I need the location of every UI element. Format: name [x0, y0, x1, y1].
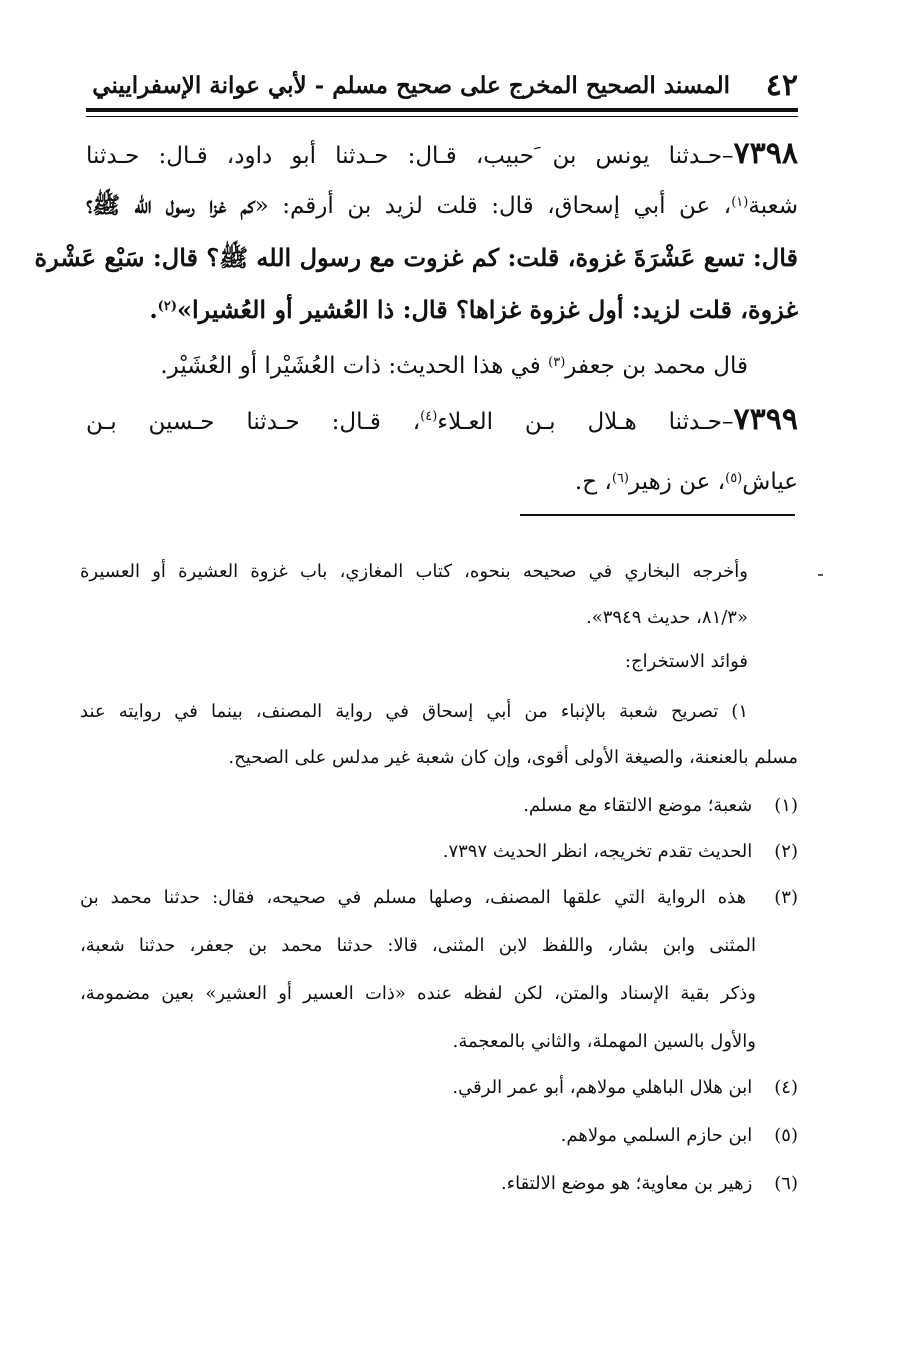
footnote-ref-2: (٢) [157, 299, 177, 314]
footnote-intro-line-2: «٨١/٣، حديث ٣٩٤٩». [585, 607, 748, 628]
hadith-text: قال محمد بن جعفر [565, 353, 748, 379]
page-number: ٤٢ [765, 68, 798, 103]
hadith-text: ، قـال: حـدثنا حـسين بـن [86, 409, 421, 435]
footnote-5 [80, 1120, 798, 1152]
footnote-separator [520, 514, 795, 516]
footnote-6 [80, 1168, 798, 1200]
benefit-1-line-1: ١) تصريح شعبة بالإنباء من أبي إسحاق في رواية المصنف، بينما في روايته عند [80, 701, 748, 722]
footnote-text: الحديث تقدم تخريجه، انظر الحديث ٧٣٩٧. [442, 841, 753, 862]
hadith-text-bold: قال: تسع عَشْرَةَ غزوة، قلت: كم غزوت مع رسول الله ﷺ؟ قال: سَبْع عَشْرة [34, 243, 798, 272]
footnote-2 [80, 836, 798, 868]
footnote-ref-3: (٣) [548, 355, 566, 370]
footnote-4 [80, 1072, 798, 1104]
footnote-text: شعبة؛ موضع الالتقاء مع مسلم. [523, 795, 753, 816]
hadith-7398-line-1 [86, 134, 798, 176]
benefit-1-line-2: مسلم بالعنعنة، والصيغة الأولى أقوى، وإن كان شعبة غير مدلس على الصحيح. [228, 747, 798, 768]
footnote-marker: (٢) [774, 841, 798, 862]
footnote-text: ابن حازم السلمي مولاهم. [560, 1125, 753, 1146]
header-rule-thick [86, 108, 798, 112]
footnote-3-line-2: المثنى وابن بشار، واللفظ لابن المثنى، قالا: حدثنا محمد بن جعفر، حدثنا شعبة، [80, 935, 756, 956]
hadith-text: في هذا الحديث: ذات العُشَيْرا أو العُشَيْر. [160, 353, 549, 379]
hadith-number: ٧٣٩٨ [733, 136, 798, 171]
footnote-text: زهير بن معاوية؛ هو موضع الالتقاء. [500, 1173, 753, 1194]
hadith-7398-line-4: غزوة، قلت لزيد: أول غزوة غزاها؟ قال: ذا العُشير أو العُشيرا»$^{(٢)}$. [149, 295, 798, 324]
hadith-text: –حـدثنا هـلال بـن العـلاء [437, 409, 734, 435]
footnote-3-line-4: والأول بالسين المهملة، والثاني بالمعجمة. [452, 1031, 756, 1052]
footnote-marker: (٣) [774, 887, 798, 908]
hadith-text: ، عن أبي إسحاق، قال: قلت لزيد بن أرقم: « [254, 193, 732, 219]
hadith-text: ، ح. [574, 469, 612, 495]
footnote-3-line-3: وذكر بقية الإسناد والمتن، لكن لفظه عنده «ذات العسير أو العشير» بعين مضمومة، [80, 983, 756, 1004]
hadith-text-bold: كم غزا رسول الله ﷺ؟ [86, 192, 255, 219]
hadith-number: ٧٣٩٩ [733, 402, 798, 437]
footnote-marker: (٤) [774, 1077, 798, 1098]
hadith-text: عياش [742, 469, 798, 495]
hadith-7398-line-3 [34, 238, 798, 278]
footnote-text: هذه الرواية التي علقها المصنف، وصلها مسلم في صحيحه، فقال: حدثنا محمد بن [80, 887, 747, 908]
hadith-text: ، عن زهير [628, 469, 726, 495]
footnote-ref-6: (٦) [611, 471, 629, 486]
hadith-7399-line-1 [86, 400, 798, 442]
footnote-ref-5: (٥) [725, 471, 743, 486]
footnote-intro-line-1: وأخرجه البخاري في صحيحه بنحوه، كتاب المغازي، باب غزوة العشيرة أو العسيرة [80, 561, 748, 582]
footnote-marker: (١) [774, 795, 798, 816]
footnote-1 [80, 790, 798, 822]
header-rule-thin [86, 116, 798, 117]
hadith-text: شعبة [748, 193, 798, 219]
hadith-7398-line-5 [86, 346, 748, 386]
footnote-ref-1: (١) [731, 195, 749, 210]
margin-mark [818, 574, 823, 576]
footnote-ref-4: (٤) [420, 409, 438, 424]
hadith-7399-line-2 [86, 462, 798, 502]
hadith-7398-line-2 [86, 186, 798, 226]
benefits-heading: فوائد الاستخراج: [624, 651, 748, 672]
hadith-text-bold: غزوة، قلت لزيد: أول غزوة غزاها؟ قال: ذا العُشير أو العُشيرا [191, 295, 798, 324]
hadith-text: –حـدثنا يونس بن َحبيب، قـال: حـدثنا أبو داود، قـال: حـدثنا [86, 143, 734, 169]
footnote-marker: (٦) [774, 1173, 798, 1194]
footnote-3-line-1 [80, 882, 798, 914]
running-title: المسند الصحيح المخرج على صحيح مسلم - لأبي عوانة الإسفراييني [92, 72, 730, 99]
footnote-text: ابن هلال الباهلي مولاهم، أبو عمر الرقي. [452, 1077, 753, 1098]
footnote-marker: (٥) [774, 1125, 798, 1146]
